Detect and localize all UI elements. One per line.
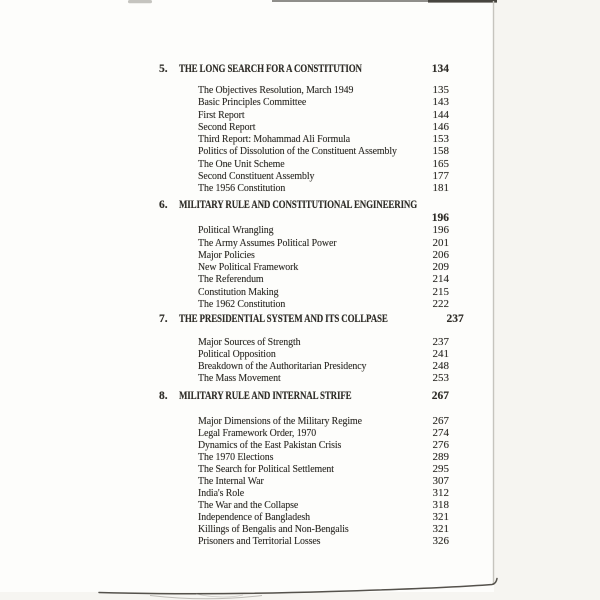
toc-entry [198,133,449,145]
toc-entry [198,535,449,547]
toc-entry [198,348,449,360]
toc-entry-page: 289 [432,450,449,463]
toc-entry-label: The Objectives Resolution, March 1949 [198,84,354,96]
toc-entry-label: Major Policies [198,248,255,261]
toc-entry-page: 267 [432,414,449,427]
toc-entry [198,336,449,348]
toc-entry-label: The War and the Collapse [198,499,299,512]
toc-entry [198,158,449,170]
toc-entry-label: The Internal War [198,474,264,487]
toc-section-5 [159,63,449,195]
chapter-items [198,415,449,548]
toc-entry [198,451,449,463]
chapter-page-number: 196 [431,212,449,224]
chapter-page-number: 134 [431,63,449,75]
toc-entry-page: 295 [432,462,449,475]
toc-entry [198,415,449,427]
toc-entry-page: 214 [432,273,449,286]
toc-entry [198,145,449,157]
bottom-squiggle [150,596,262,599]
toc-entry [198,261,449,273]
toc-entry-page: 274 [432,426,449,439]
toc-entry-page: 253 [432,372,449,385]
toc-entry [198,487,449,499]
toc-section-8 [159,390,449,548]
toc-entry-page: 215 [432,285,449,298]
toc-entry-label: New Political Framework [198,261,299,274]
toc-entry-page: 135 [432,84,449,96]
toc-entry-label: Major Dimensions of the Military Regime [198,414,362,427]
toc-entry-label: Basic Principles Committee [198,96,307,109]
toc-entry-page: 165 [432,157,449,170]
toc-entry [198,109,449,121]
chapter-title: MILITARY RULE AND INTERNAL STRIFE [179,390,352,402]
toc-entry-label: The Army Assumes Political Power [198,236,337,249]
toc-entry-label: India's Role [198,487,245,500]
toc-entry-page: 158 [432,145,449,158]
toc-entry [198,439,449,451]
toc-entry-label: Political Opposition [198,347,276,360]
toc-entry-page: 222 [432,298,449,311]
toc-entry-page: 312 [432,487,449,500]
toc-entry-page: 318 [432,499,449,512]
toc-entry [198,182,449,194]
toc-entry-label: The Referendum [198,273,264,286]
toc-entry-page: 201 [432,236,449,249]
toc-entry [198,360,449,372]
toc-entry-page: 326 [432,535,449,548]
toc-entry [198,237,449,249]
toc-entry [198,224,449,236]
toc-entry [198,463,449,475]
toc-entry-label: Dynamics of the East Pakistan Crisis [198,438,342,451]
toc-entry-label: Breakdown of the Authoritarian Presidency [198,360,367,373]
chapter-heading [159,63,449,76]
toc-entry [198,475,449,487]
toc-entry-label: Third Report: Mohammad Ali Formula [198,133,351,146]
toc-entry-page: 209 [432,261,449,274]
toc-entry-label: The 1962 Constitution [198,298,286,311]
chapter-page-number: 267 [431,390,449,402]
toc-entry-page: 307 [432,474,449,487]
toc-entry-label: Legal Framework Order, 1970 [198,426,317,439]
toc-entry-page: 248 [432,360,449,373]
toc-entry [198,511,449,523]
toc-entry-label: Political Wrangling [198,224,274,237]
chapter-heading [159,199,449,212]
chapter-page-number: 237 [446,313,464,325]
chapter-items [198,224,449,310]
toc-entry-label: Major Sources of Strength [198,335,301,348]
chapter-number: 8. [159,390,168,402]
toc-entry [198,121,449,133]
toc-entry-label: The One Unit Scheme [198,157,285,170]
toc-entry-page: 321 [432,523,449,536]
toc-entry [198,523,449,535]
toc-entry [198,170,449,182]
toc-section-7 [159,313,464,385]
toc-entry-label: The 1956 Constitution [198,182,286,195]
toc-entry-label: The Mass Movement [198,372,281,385]
chapter-number: 5. [159,63,168,75]
toc-entry-label: Killings of Bengalis and Non-Bengalis [198,523,349,536]
toc-entry [198,273,449,285]
toc-entry-page: 181 [432,182,449,195]
toc-entry-page: 146 [432,120,449,133]
toc-entry [198,372,449,384]
toc-entry-label: Independence of Bangladesh [198,511,311,524]
toc-entry-page: 153 [432,133,449,146]
toc-entry-page: 143 [432,96,449,109]
toc-entry-page: 241 [432,347,449,360]
toc-entry [198,286,449,298]
toc-entry-label: The Search for Political Settlement [198,462,334,475]
toc-section-6 [159,199,449,310]
toc-entry-label: Second Report [198,120,256,133]
toc-entry-page: 237 [432,335,449,348]
toc-entry-page: 144 [432,108,449,121]
toc-entry [198,499,449,511]
chapter-items [198,84,449,195]
toc-entry-label: Constitution Making [198,285,279,298]
toc-entry-label: Politics of Dissolution of the Constituent Assembly [198,145,397,158]
toc-entry [198,96,449,108]
chapter-number: 6. [159,199,168,211]
toc-entry [198,84,449,96]
chapter-title: MILITARY RULE AND CONSTITUTIONAL ENGINEERING [179,199,418,211]
toc-entry [198,298,449,310]
toc-entry [198,427,449,439]
toc-entry-page: 177 [432,170,449,183]
chapter-items [198,336,449,385]
toc-entry-label: First Report [198,108,245,121]
toc-entry-page: 276 [432,438,449,451]
chapter-title: THE LONG SEARCH FOR A CONSTITUTION [179,63,362,75]
toc-entry-page: 206 [432,248,449,261]
toc-entry-label: Prisoners and Territorial Losses [198,535,321,548]
toc-entry-page: 196 [432,224,449,237]
toc-entry-page: 321 [432,511,449,524]
chapter-title: THE PRESIDENTIAL SYSTEM AND ITS COLLPASE [179,313,388,325]
bottom-squiggle-2 [196,594,243,597]
toc-entry-label: Second Constituent Assembly [198,170,315,183]
chapter-heading [159,313,464,326]
chapter-heading [159,390,449,403]
chapter-number: 7. [159,313,168,325]
toc-entry [198,249,449,261]
toc-entry-label: The 1970 Elections [198,450,274,463]
